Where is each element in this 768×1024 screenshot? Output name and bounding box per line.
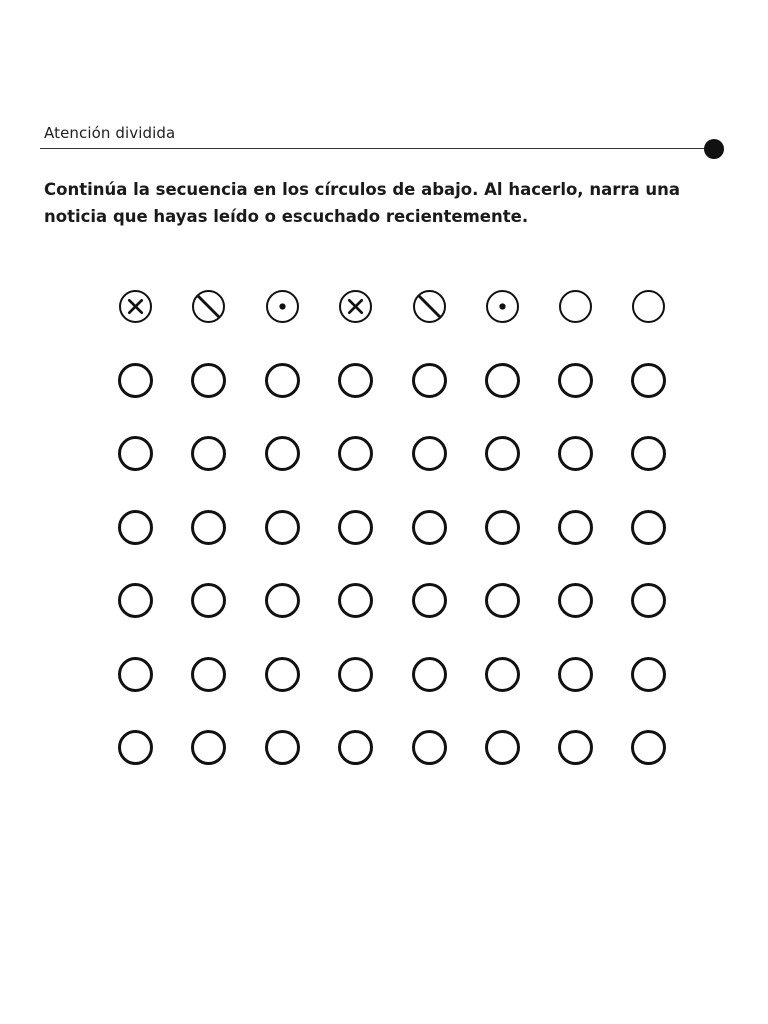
empty-circle[interactable]: [265, 436, 300, 471]
empty-circle[interactable]: [412, 363, 447, 398]
empty-circle[interactable]: [412, 583, 447, 618]
empty-circle[interactable]: [118, 510, 153, 545]
empty-circle[interactable]: [631, 363, 666, 398]
empty-circle[interactable]: [265, 363, 300, 398]
empty-circle[interactable]: [338, 510, 373, 545]
empty-circle[interactable]: [338, 583, 373, 618]
empty-circle[interactable]: [631, 657, 666, 692]
empty-circle[interactable]: [485, 510, 520, 545]
empty-circle[interactable]: [412, 510, 447, 545]
slash-icon: [194, 292, 223, 321]
empty-circle[interactable]: [485, 583, 520, 618]
empty-circle[interactable]: [191, 363, 226, 398]
empty-circle[interactable]: [485, 363, 520, 398]
empty-circle[interactable]: [485, 730, 520, 765]
empty-circle[interactable]: [191, 583, 226, 618]
empty-circle[interactable]: [632, 290, 665, 323]
empty-circle[interactable]: [412, 657, 447, 692]
sequence-slash-icon: [192, 290, 225, 323]
empty-circle[interactable]: [191, 436, 226, 471]
empty-circle[interactable]: [265, 657, 300, 692]
empty-circle[interactable]: [265, 730, 300, 765]
empty-circle[interactable]: [558, 436, 593, 471]
empty-circle[interactable]: [118, 657, 153, 692]
empty-circle[interactable]: [118, 730, 153, 765]
empty-circle[interactable]: [631, 436, 666, 471]
empty-circle[interactable]: [558, 730, 593, 765]
empty-circle[interactable]: [118, 363, 153, 398]
empty-circle[interactable]: [412, 436, 447, 471]
empty-circle[interactable]: [191, 510, 226, 545]
empty-circle[interactable]: [631, 730, 666, 765]
empty-circle[interactable]: [265, 510, 300, 545]
empty-circle[interactable]: [338, 363, 373, 398]
empty-circle[interactable]: [338, 657, 373, 692]
empty-circle[interactable]: [265, 583, 300, 618]
empty-circle[interactable]: [631, 583, 666, 618]
empty-circle[interactable]: [558, 510, 593, 545]
empty-circle[interactable]: [118, 436, 153, 471]
empty-circle[interactable]: [338, 436, 373, 471]
sequence-x-icon: [339, 290, 372, 323]
instructions-text: Continúa la secuencia en los círculos de abajo. Al hacerlo, narra una noticia que hayas leído o escuchado recientemente.: [44, 180, 680, 226]
empty-circle[interactable]: [485, 436, 520, 471]
sequence-dot-icon: [266, 290, 299, 323]
empty-circle[interactable]: [412, 730, 447, 765]
empty-circle[interactable]: [191, 657, 226, 692]
empty-circle[interactable]: [485, 657, 520, 692]
empty-circle[interactable]: [191, 730, 226, 765]
empty-circle[interactable]: [118, 583, 153, 618]
x-icon: [341, 292, 370, 321]
x-icon: [121, 292, 150, 321]
empty-circle[interactable]: [558, 363, 593, 398]
dot-icon: [268, 292, 297, 321]
sequence-slash-icon: [413, 290, 446, 323]
sequence-x-icon: [119, 290, 152, 323]
empty-circle[interactable]: [631, 510, 666, 545]
empty-circle[interactable]: [338, 730, 373, 765]
dot-icon: [488, 292, 517, 321]
empty-circle[interactable]: [558, 583, 593, 618]
section-title: Atención dividida: [44, 124, 176, 142]
sequence-dot-icon: [486, 290, 519, 323]
empty-circle[interactable]: [559, 290, 592, 323]
slash-icon: [415, 292, 444, 321]
empty-circle[interactable]: [558, 657, 593, 692]
